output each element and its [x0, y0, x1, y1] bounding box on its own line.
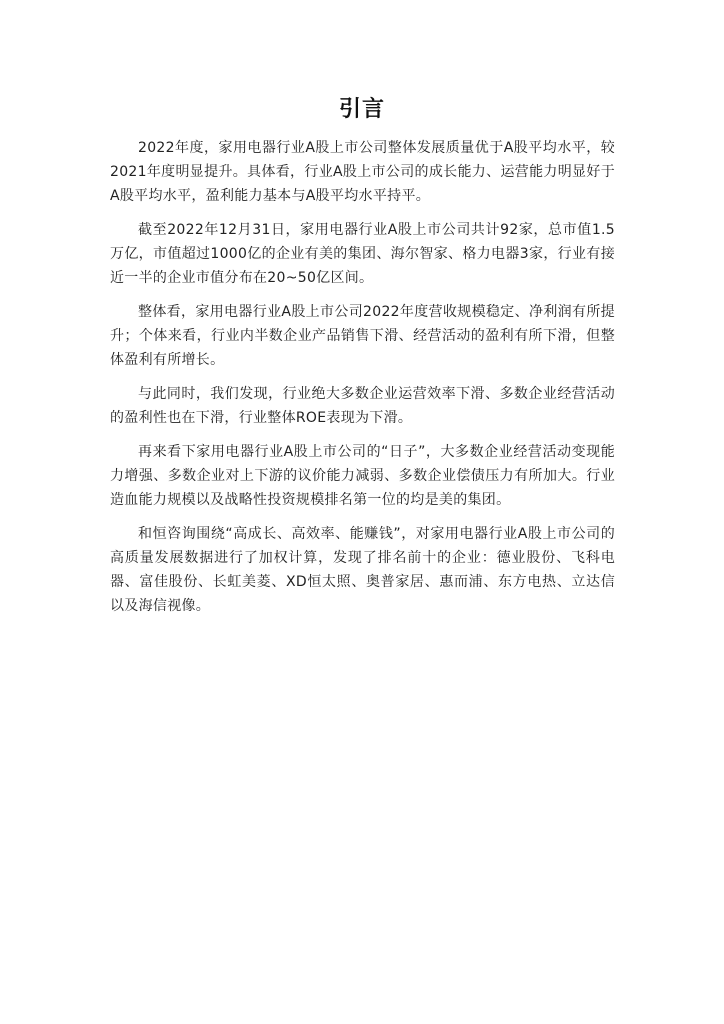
paragraph-3: 整体看，家用电器行业A股上市公司2022年度营收规模稳定、净利润有所提升；个体来看，行业内半数企业产品销售下滑、经营活动的盈利有所下滑，但整体盈利有所增长。	[110, 304, 615, 368]
paragraph-4: 与此同时，我们发现，行业绝大多数企业运营效率下滑、多数企业经营活动的盈利性也在下滑，行业整体ROE表现为下滑。	[110, 386, 615, 426]
paragraph-2: 截至2022年12月31日，家用电器行业A股上市公司共计92家，总市值1.5万亿，市值超过1000亿的企业有美的集团、海尔智家、格力电器3家，行业有接近一半的企业市值分布在20~50亿区间。	[110, 222, 615, 286]
paragraph-1: 2022年度，家用电器行业A股上市公司整体发展质量优于A股平均水平，较2021年度明显提升。具体看，行业A股上市公司的成长能力、运营能力明显好于A股平均水平，盈利能力基本与A股平均水平持平。	[110, 140, 615, 204]
paragraph-5: 再来看下家用电器行业A股上市公司的“日子”，大多数企业经营活动变现能力增强、多数企业对上下游的议价能力减弱、多数企业偿债压力有所加大。行业造血能力规模以及战略性投资规模排名第一位的均是美的集团。	[110, 444, 615, 508]
paragraph-6: 和恒咨询围绕“高成长、高效率、能赚钱”，对家用电器行业A股上市公司的高质量发展数据进行了加权计算，发现了排名前十的企业：德业股份、飞科电器、富佳股份、长虹美菱、XD恒太照、奥普家居、惠而浦、东方电热、立达信以及海信视像。	[110, 526, 615, 614]
page-title: 引言	[338, 97, 385, 122]
document-body	[110, 136, 615, 628]
